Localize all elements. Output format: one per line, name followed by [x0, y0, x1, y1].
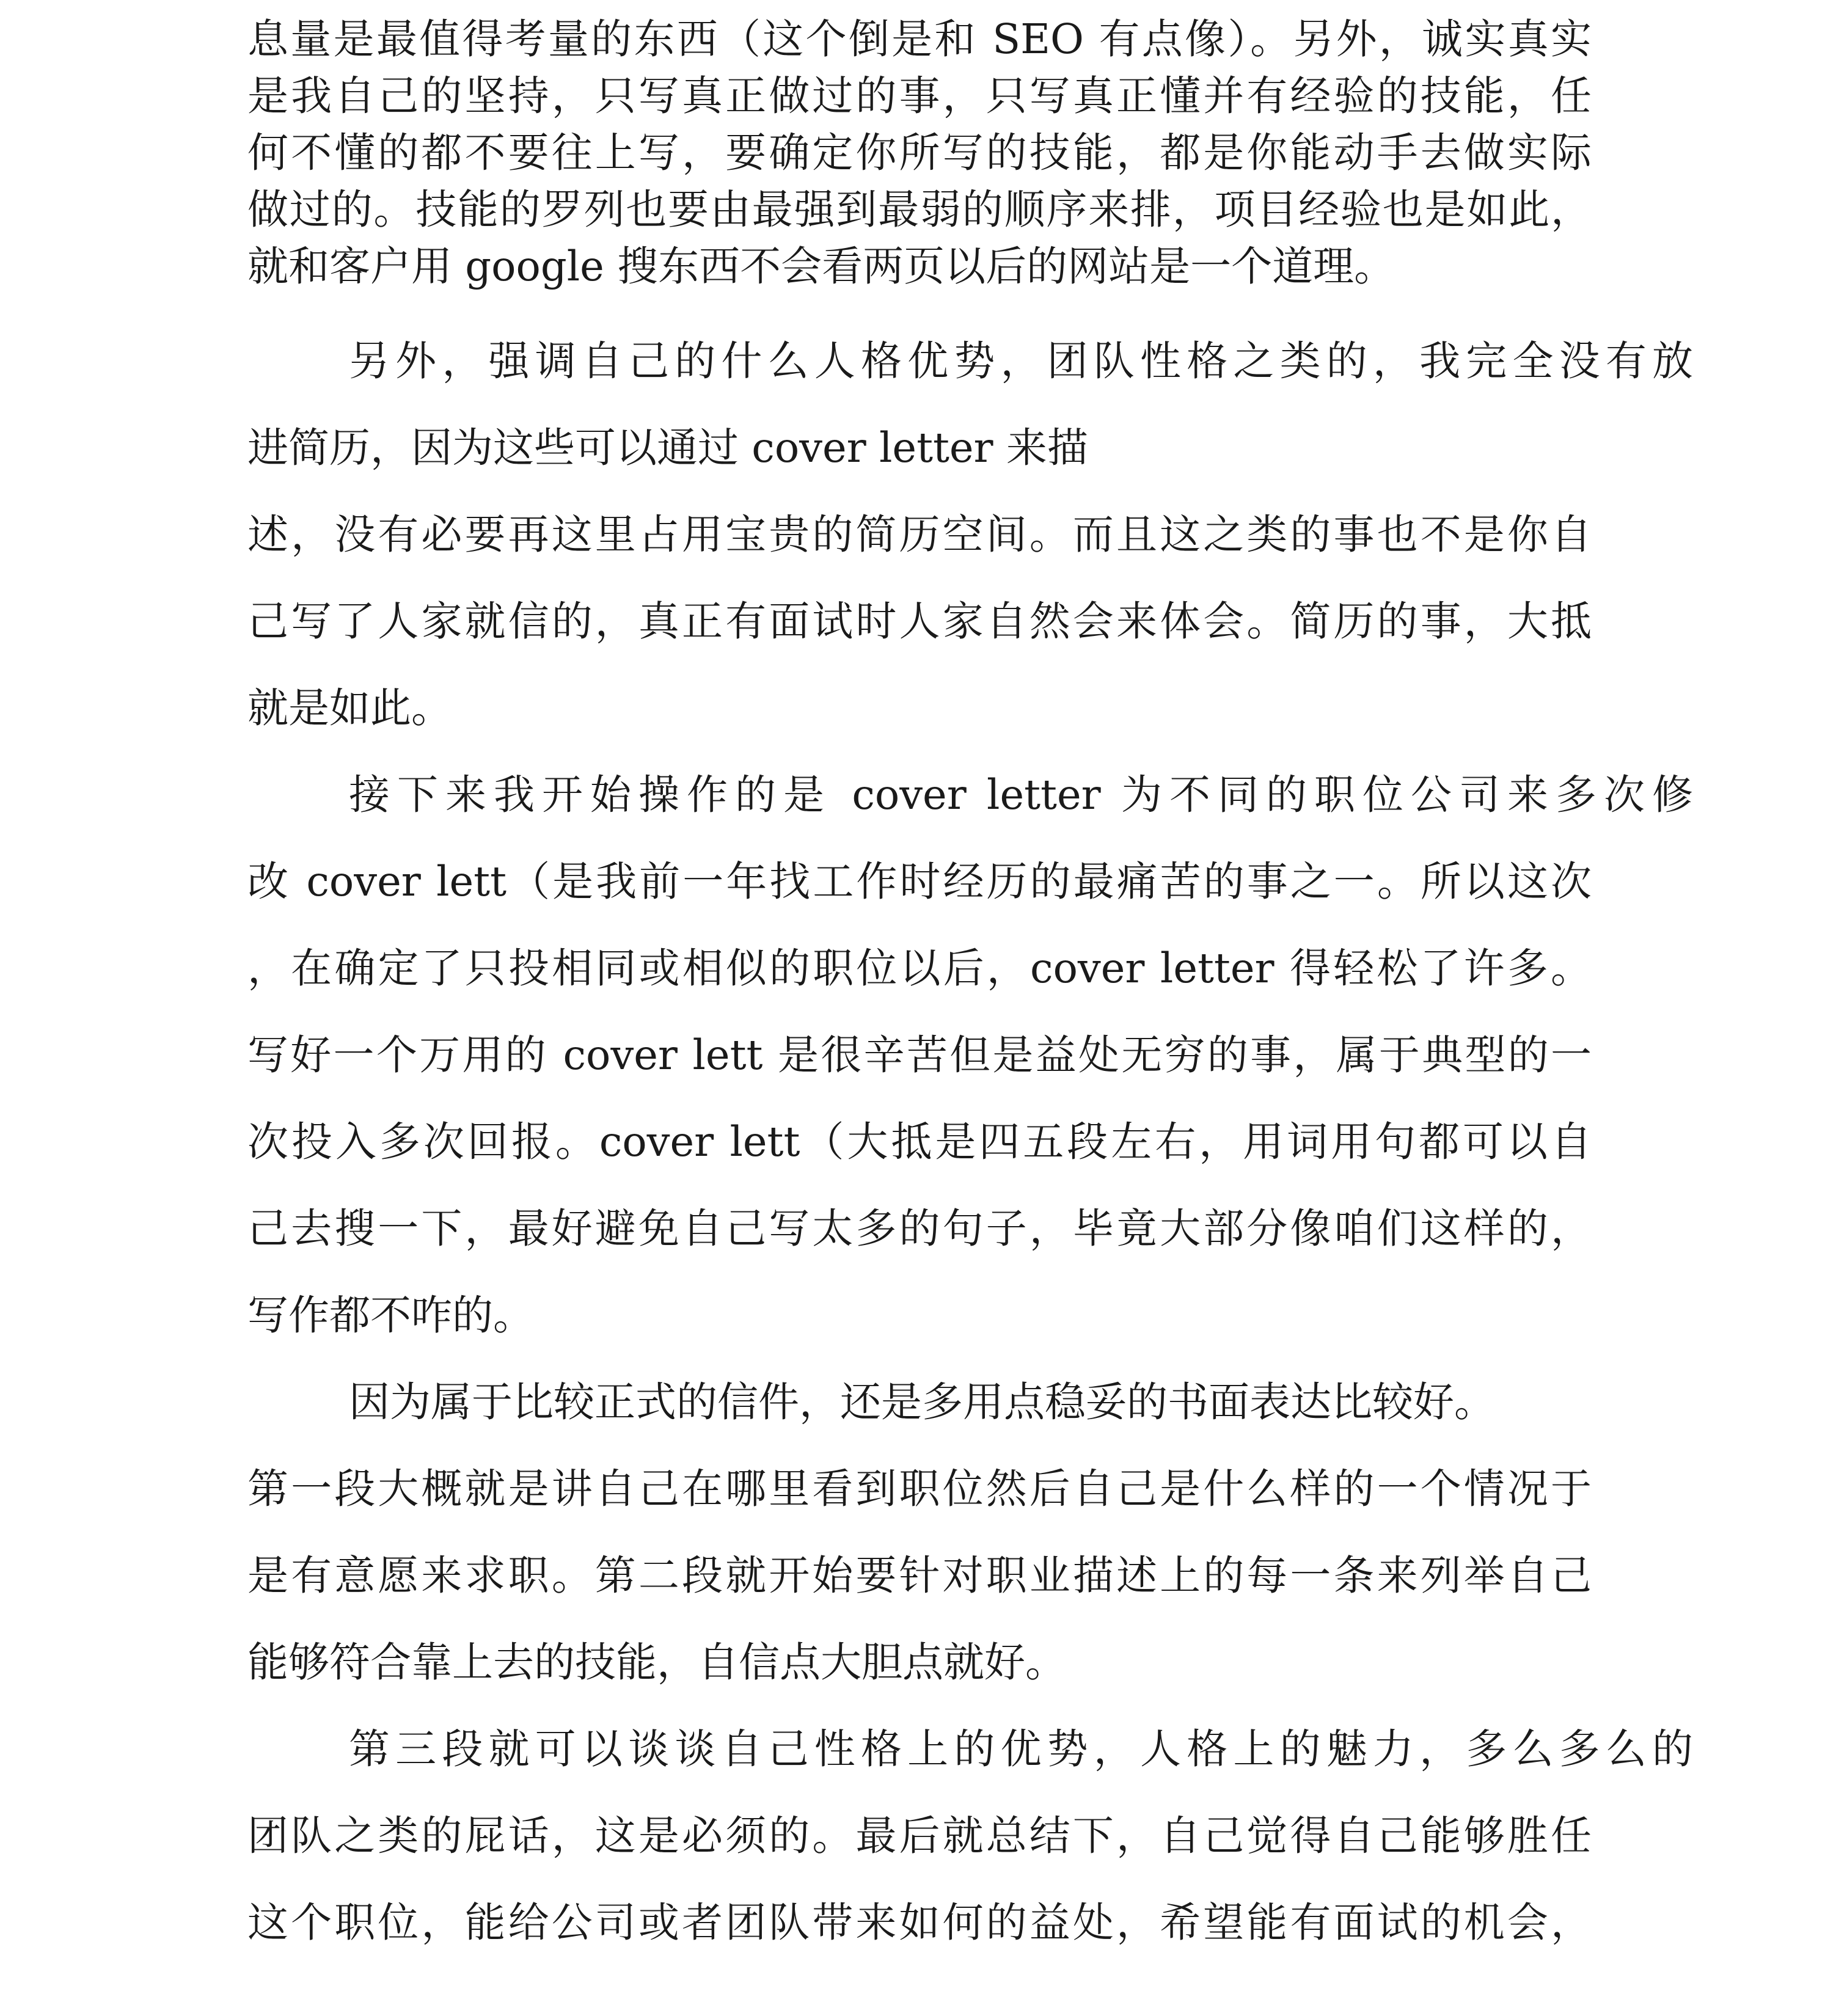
body-text — [247, 318, 1693, 1966]
text-line: 己去搜一下，最好避免自己写太多的句子，毕竟大部分像咱们这样的， — [247, 1205, 1592, 1252]
text-line: 这个职位，能给公司或者团队带来如何的益处，希望能有面试的机会， — [247, 1899, 1592, 1946]
text-line: 息量是最值得考量的东西（这个倒是和 SEO 有点像）。另外，诚实真实 — [247, 15, 1592, 63]
text-line: ，在确定了只投相同或相似的职位以后，cover letter 得轻松了许多。 — [247, 944, 1592, 992]
text-line: 次投入多次回报。cover lett（大抵是四五段左右，用词用句都可以自 — [247, 1118, 1592, 1166]
text-line: 改 cover lett（是我前一年找工作时经历的最痛苦的事之一。所以这次 — [247, 858, 1592, 905]
text-line: 第三段就可以谈谈自己性格上的优势，人格上的魅力，多么多么的 — [349, 1725, 1693, 1773]
text-line: 就是如此。 — [247, 684, 452, 732]
text-line: 何不懂的都不要往上写，要确定你所写的技能，都是你能动手去做实际 — [247, 129, 1592, 177]
intro-paragraph — [247, 11, 1592, 295]
text-line: 写作都不咋的。 — [247, 1291, 534, 1339]
text-line: 接下来我开始操作的是 cover letter 为不同的职位公司来多次修 — [349, 771, 1693, 819]
text-line: 第一段大概就是讲自己在哪里看到职位然后自己是什么样的一个情况于 — [247, 1465, 1592, 1513]
text-line: 是我自己的坚持，只写真正做过的事，只写真正懂并有经验的技能，任 — [247, 72, 1592, 120]
text-line: 团队之类的屁话，这是必须的。最后就总结下，自己觉得自己能够胜任 — [247, 1812, 1592, 1860]
text-line: 进简历，因为这些可以通过 cover letter 来描 — [247, 424, 1088, 472]
text-line: 写好一个万用的 cover lett 是很辛苦但是益处无穷的事，属于典型的一 — [247, 1031, 1592, 1079]
text-line: 述，没有必要再这里占用宝贵的简历空间。而且这之类的事也不是你自 — [247, 511, 1592, 558]
text-line: 就和客户用 google 搜东西不会看两页以后的网站是一个道理。 — [247, 243, 1395, 290]
text-line: 己写了人家就信的，真正有面试时人家自然会来体会。简历的事，大抵 — [247, 597, 1592, 645]
text-line: 因为属于比较正式的信件，还是多用点稳妥的书面表达比较好。 — [349, 1378, 1495, 1426]
text-line: 做过的。技能的罗列也要由最强到最弱的顺序来排，项目经验也是如此， — [247, 186, 1592, 233]
text-line: 能够符合靠上去的技能，自信点大胆点就好。 — [247, 1638, 1066, 1686]
text-line: 另外，强调自己的什么人格优势，团队性格之类的，我完全没有放 — [349, 337, 1693, 385]
text-line: 是有意愿来求职。第二段就开始要针对职业描述上的每一条来列举自己 — [247, 1552, 1592, 1599]
